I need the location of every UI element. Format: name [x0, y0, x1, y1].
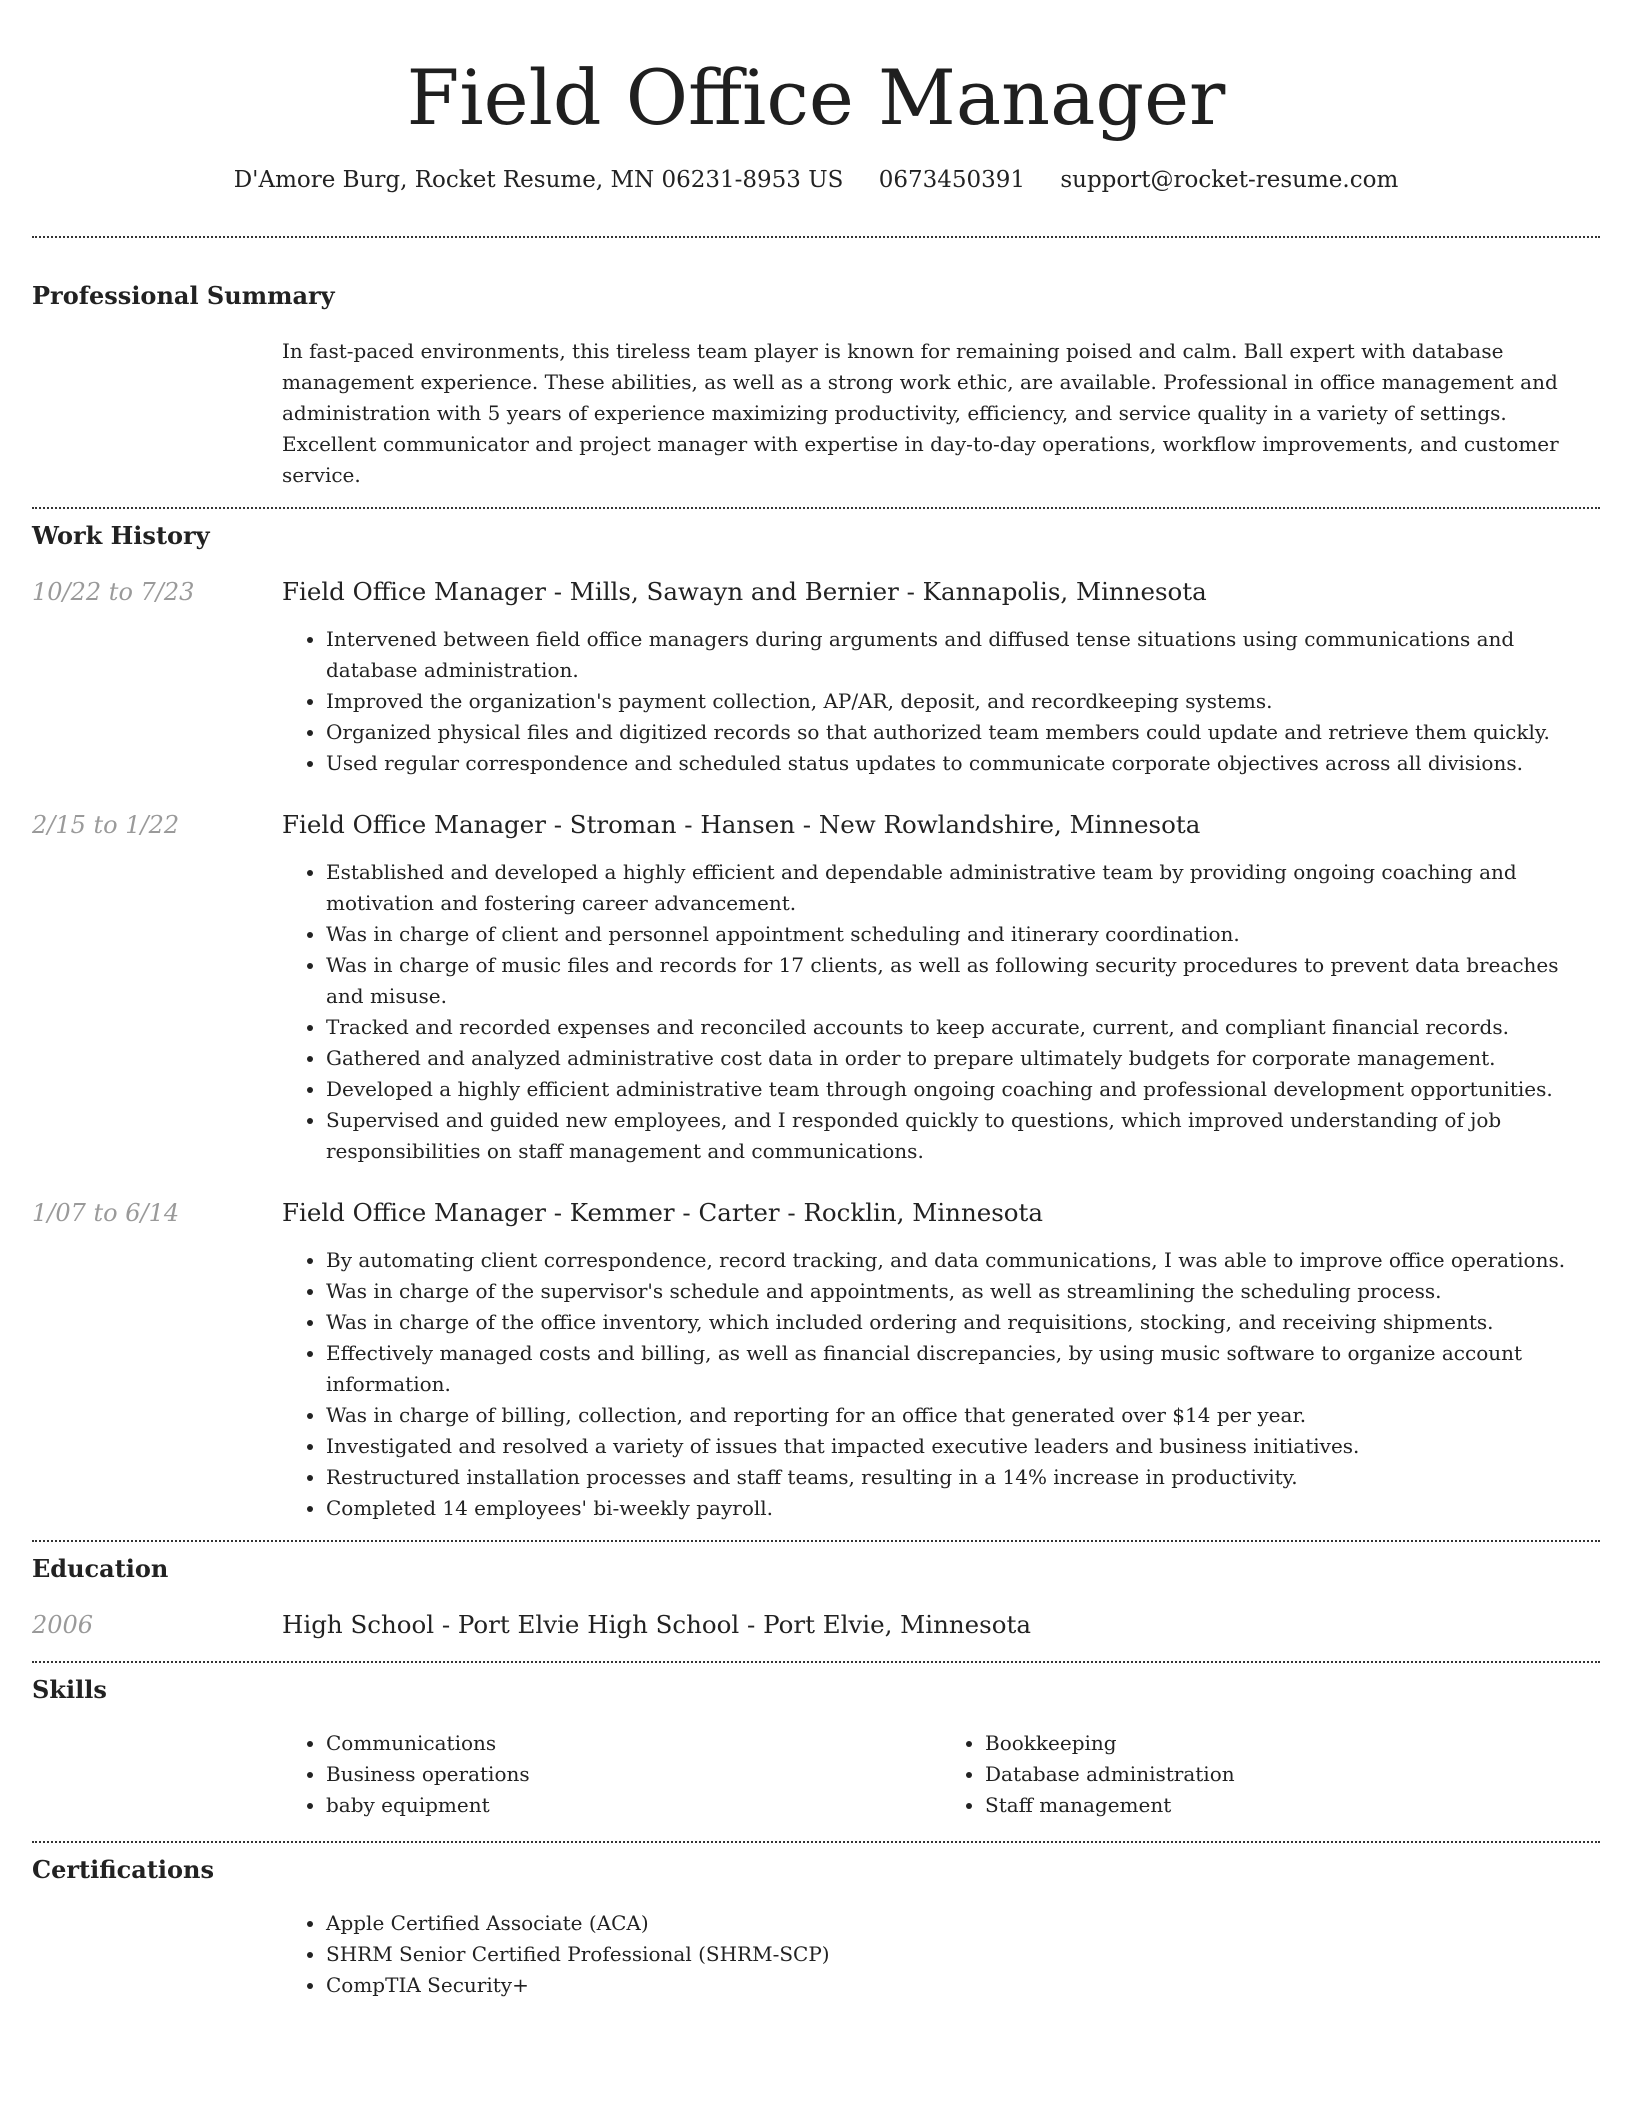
job-entry	[32, 576, 1600, 779]
list-item: • Completed 14 employees' bi-weekly payroll.	[326, 1493, 1600, 1524]
skills-column-right	[941, 1728, 1600, 1821]
divider	[32, 236, 1600, 238]
job-entry	[32, 1197, 1600, 1524]
work-history-heading: Work History	[32, 521, 210, 550]
list-item: • Restructured installation processes and staff teams, resulting in a 14% increase in productivity.	[326, 1462, 1600, 1493]
list-item: • Established and developed a highly efficient and dependable administrative team by providing ongoing coaching and motivation and fostering career advancement.	[326, 857, 1600, 919]
skills-list	[282, 1728, 1600, 1821]
education-heading: Education	[32, 1554, 169, 1583]
job-bullets	[282, 857, 1600, 1167]
divider	[32, 507, 1600, 509]
education-title: High School - Port Elvie High School - Port Elvie, Minnesota	[282, 1610, 1031, 1639]
list-item: • Communications	[326, 1728, 941, 1759]
list-item: • Apple Certified Associate (ACA)	[326, 1908, 1600, 1939]
divider	[32, 1540, 1600, 1542]
contact-line	[32, 164, 1600, 196]
list-item: • Database administration	[985, 1759, 1600, 1790]
list-item: • Bookkeeping	[985, 1728, 1600, 1759]
job-date: 1/07 to 6/14	[32, 1199, 180, 1227]
job-title: Field Office Manager - Kemmer - Carter - Rocklin, Minnesota	[282, 1198, 1043, 1227]
education-date: 2006	[32, 1611, 94, 1639]
list-item: • SHRM Senior Certified Professional (SHRM-SCP)	[326, 1939, 1600, 1970]
summary-text: In fast-paced environments, this tireless team player is known for remaining poised and calm. Ball expert with database management experience. These abilities, as well as a strong work ethic, are available. Professional in office management and administration with 5 years of experience maximizing productivity, efficiency, and service quality in a variety of settings. Excellent communicator and project manager with expertise in day-to-day operations, workflow improvements, and customer service.	[282, 339, 1559, 487]
list-item: • Improved the organization's payment collection, AP/AR, deposit, and recordkeeping systems.	[326, 686, 1600, 717]
job-date: 10/22 to 7/23	[32, 578, 195, 606]
divider	[32, 1661, 1600, 1663]
list-item: • By automating client correspondence, record tracking, and data communications, I was able to improve office operations.	[326, 1245, 1600, 1276]
divider	[32, 1841, 1600, 1843]
list-item: • Was in charge of client and personnel appointment scheduling and itinerary coordination.	[326, 919, 1600, 950]
list-item: • Staff management	[985, 1790, 1600, 1821]
job-date: 2/15 to 1/22	[32, 811, 180, 839]
list-item: • Supervised and guided new employees, and I responded quickly to questions, which improved understanding of job responsibilities on staff management and communications.	[326, 1105, 1600, 1167]
list-item: • Was in charge of the supervisor's schedule and appointments, as well as streamlining the scheduling process.	[326, 1276, 1600, 1307]
job-title: Field Office Manager - Mills, Sawayn and Bernier - Kannapolis, Minnesota	[282, 577, 1207, 606]
list-item: • Investigated and resolved a variety of issues that impacted executive leaders and business initiatives.	[326, 1431, 1600, 1462]
contact-address: D'Amore Burg, Rocket Resume, MN 06231-8953 US	[233, 167, 844, 193]
contact-email: support@rocket-resume.com	[1060, 167, 1399, 193]
list-item: • Was in charge of billing, collection, and reporting for an office that generated over $14 per year.	[326, 1400, 1600, 1431]
list-item: • CompTIA Security+	[326, 1970, 1600, 2001]
list-item: • Business operations	[326, 1759, 941, 1790]
list-item: • Used regular correspondence and scheduled status updates to communicate corporate objectives across all divisions.	[326, 748, 1600, 779]
resume-title: Field Office Manager	[406, 53, 1226, 142]
job-entry	[32, 809, 1600, 1167]
list-item: • Effectively managed costs and billing, as well as financial discrepancies, by using music software to organize account information.	[326, 1338, 1600, 1400]
job-bullets	[282, 1245, 1600, 1524]
list-item: • Gathered and analyzed administrative cost data in order to prepare ultimately budgets for corporate management.	[326, 1043, 1600, 1074]
skills-column-left	[282, 1728, 941, 1821]
contact-phone: 0673450391	[878, 167, 1026, 193]
job-title: Field Office Manager - Stroman - Hansen - New Rowlandshire, Minnesota	[282, 810, 1201, 839]
list-item: • Developed a highly efficient administrative team through ongoing coaching and professional development opportunities.	[326, 1074, 1600, 1105]
education-entry	[32, 1609, 1600, 1641]
list-item: • Intervened between field office managers during arguments and diffused tense situations using communications and database administration.	[326, 624, 1600, 686]
certifications-heading: Certifications	[32, 1855, 215, 1884]
certifications-list	[282, 1908, 1600, 2001]
skills-heading: Skills	[32, 1675, 107, 1704]
list-item: • Tracked and recorded expenses and reconciled accounts to keep accurate, current, and compliant financial records.	[326, 1012, 1600, 1043]
list-item: • Organized physical files and digitized records so that authorized team members could update and retrieve them quickly.	[326, 717, 1600, 748]
job-bullets	[282, 624, 1600, 779]
list-item: • Was in charge of the office inventory, which included ordering and requisitions, stocking, and receiving shipments.	[326, 1307, 1600, 1338]
summary-heading: Professional Summary	[32, 281, 335, 310]
resume-page	[32, 0, 1600, 2001]
list-item: • Was in charge of music files and records for 17 clients, as well as following security procedures to prevent data breaches and misuse.	[326, 950, 1600, 1012]
list-item: • baby equipment	[326, 1790, 941, 1821]
